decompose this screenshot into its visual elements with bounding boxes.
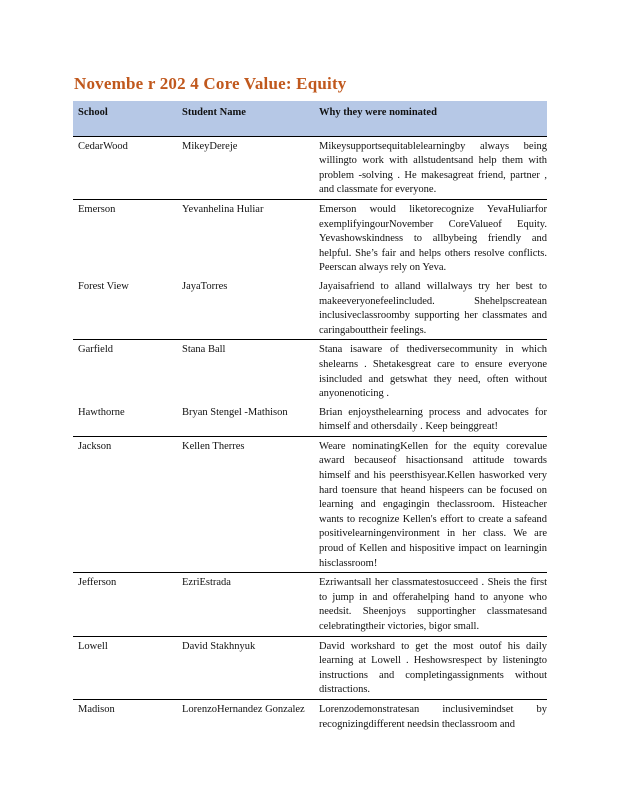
table-row (73, 340, 547, 403)
reason-cell: David workshard to get the most outof his daily learning at Lowell . Heshowsrespect by listeningto instructions and completingassignments without distractions. (314, 636, 547, 699)
table-row (73, 636, 547, 699)
school-cell: Lowell (73, 636, 177, 699)
table-row (73, 573, 547, 636)
reason-cell: Lorenzodemonstratesan inclusivemindset by recognizingdifferent needsin theclassroom and (314, 699, 547, 733)
student-name-cell: MikeyDereje (177, 136, 314, 199)
student-name-cell: David Stakhnyuk (177, 636, 314, 699)
table-body (73, 136, 547, 733)
school-cell: Hawthorne (78, 406, 125, 418)
student-name-cell: Yevanhelina Huliar (177, 199, 314, 276)
table-row (73, 436, 547, 572)
table-row (73, 199, 547, 276)
column-header-school: School (73, 101, 177, 136)
reason-cell: Ezriwantsall her classmatestosucceed . Sheis the first to jump in and offerahelping hand to anyone who needsit. Sheenjoys supportingher classmatesand celebratingtheir victories, bigor small. (314, 573, 547, 636)
table-row (73, 136, 547, 199)
student-name-cell: LorenzoHernandez Gonzalez (177, 699, 314, 733)
reason-cell: Emerson would liketorecognize YevaHuliarfor exemplifyingourNovember CoreValueof Equity. Yevashowskindness to allbybeing friendly and helpful. She’s fair and helps others resolve conflicts. Peerscan always rely on Yeva. (314, 199, 547, 276)
column-header-reason: Why they were nominated (314, 101, 547, 136)
student-name-cell: Kellen Therres (177, 436, 314, 572)
reason-cell: Jayaisafriend to alland willalways try her best to makeeveryonefeelincluded. Shehelpscreatean inclusiveclassroomby supporting her classmates and caringabouttheir feelings. (319, 280, 547, 336)
reason-cell: Mikeysupportsequitablelearningby always being willingto work with allstudentsand help them with problem -solving . He makesagreat friend, partner , and classmate for everyone. (314, 136, 547, 199)
table-row (73, 277, 547, 340)
school-cell: Jefferson (73, 573, 177, 636)
school-cell: Forest View (78, 280, 129, 292)
school-cell: Garfield (73, 340, 177, 403)
school-cell: CedarWood (73, 136, 177, 199)
student-name-cell: Stana Ball (177, 340, 314, 403)
school-cell: Emerson (73, 199, 177, 276)
student-name-cell: EzriEstrada (177, 573, 314, 636)
nominations-table (73, 101, 547, 733)
table-row (73, 403, 547, 437)
school-cell: Madison (73, 699, 177, 733)
table-row (73, 699, 547, 733)
table-header-row (73, 101, 547, 136)
reason-cell: Weare nominatingKellen for the equity corevalue award becauseof hisactionsand attitude towards himself and his peersthisyear.Kellen hasworked very hard toensure that heand hispeers can be focused on learning and engagingin theclassroom. Histeacher wants to recognize Kellen's effort to create a safeand positivelearningenvironment in her class. We are proud of Kellen and hispositive impact on learningin hisclassroom! (314, 436, 547, 572)
student-name-cell: Bryan Stengel -Mathison (182, 406, 288, 418)
reason-cell: Stana isaware of thediversecommunity in which shelearns . Shetakesgreat care to ensure everyone isincluded and getswhat they need, often without anyonenoticing . (314, 340, 547, 403)
column-header-student-name: Student Name (177, 101, 314, 136)
student-name-cell: JayaTorres (182, 280, 228, 292)
table-header (73, 101, 547, 136)
page-title: Novembe r 202 4 Core Value: Equity (74, 74, 347, 93)
school-cell: Jackson (73, 436, 177, 572)
reason-cell: Brian enjoysthelearning process and advocates for himself and othersdaily . Keep beinggreat! (319, 406, 547, 433)
